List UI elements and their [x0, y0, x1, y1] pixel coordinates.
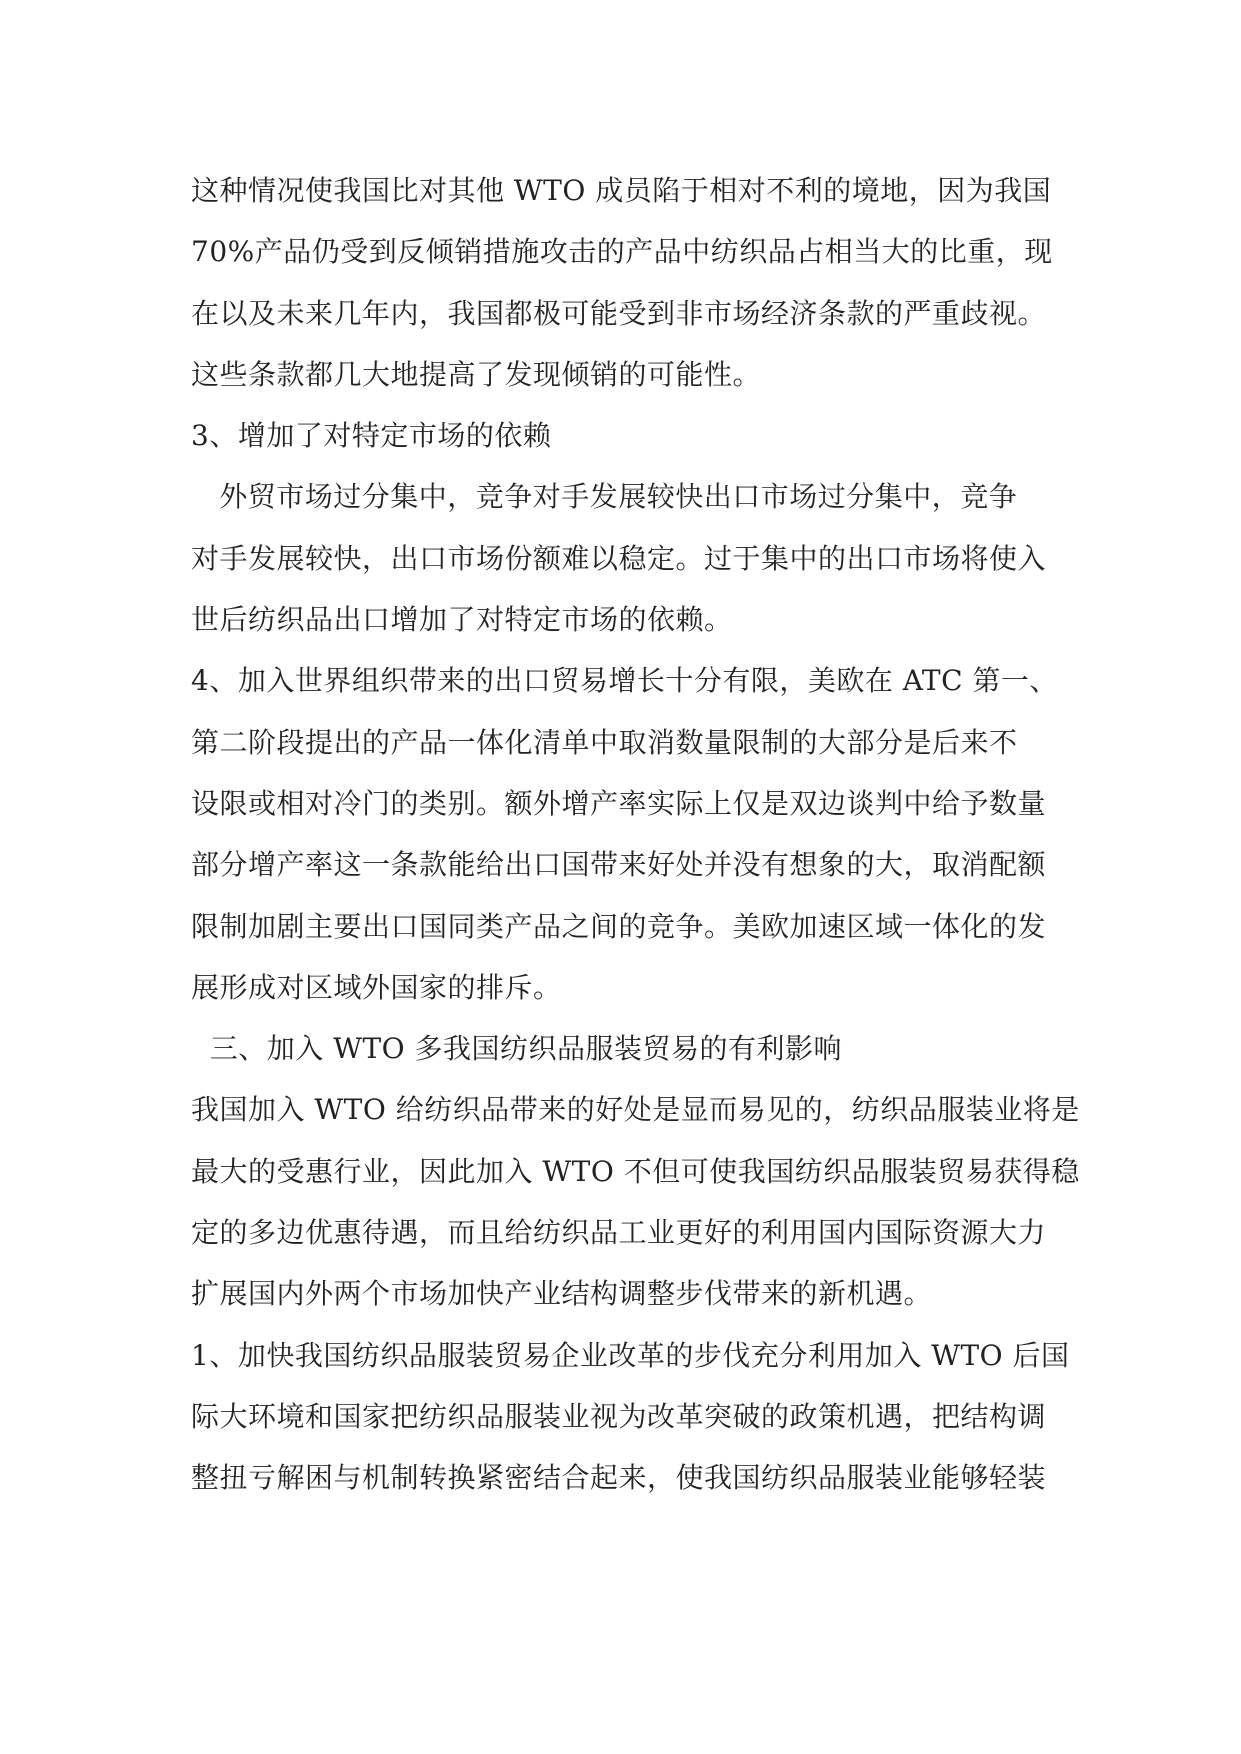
- text-line: 际大环境和国家把纺织品服装业视为改革突破的政策机遇，把结构调: [191, 1399, 1047, 1433]
- section-heading: 3、增加了对特定市场的依赖: [191, 419, 552, 453]
- text-line: 70%产品仍受到反倾销措施攻击的产品中纺织品占相当大的比重，现: [191, 235, 1053, 269]
- text-line: 第二阶段提出的产品一体化清单中取消数量限制的大部分是后来不: [191, 725, 1018, 759]
- section-heading: 三、加入 WTO 多我国纺织品服装贸易的有利影响: [191, 1032, 843, 1066]
- text-line: 最大的受惠行业，因此加入 WTO 不但可使我国纺织品服装贸易获得稳: [191, 1154, 1080, 1188]
- text-line: 展形成对区域外国家的排斥。: [191, 970, 562, 1004]
- text-line: 限制加剧主要出口国同类产品之间的竞争。美欧加速区域一体化的发: [191, 909, 1047, 943]
- text-line: 设限或相对冷门的类别。额外增产率实际上仅是双边谈判中给予数量: [191, 786, 1047, 820]
- text-line: 我国加入 WTO 给纺织品带来的好处是显而易见的，纺织品服装业将是: [191, 1093, 1080, 1127]
- text-line: 外贸市场过分集中，竞争对手发展较快出口市场过分集中，竞争: [191, 480, 1018, 514]
- text-line: 对手发展较快，出口市场份额难以稳定。过于集中的出口市场将使入: [191, 541, 1047, 575]
- text-line: 定的多边优惠待遇，而且给纺织品工业更好的利用国内国际资源大力: [191, 1216, 1047, 1250]
- text-line: 这种情况使我国比对其他 WTO 成员陷于相对不利的境地，因为我国: [191, 174, 1052, 207]
- text-line: 1、加快我国纺织品服装贸易企业改革的步伐充分利用加入 WTO 后国: [191, 1338, 1070, 1372]
- document-body: [191, 160, 1080, 1509]
- text-line: 世后纺织品出口增加了对特定市场的依赖。: [191, 603, 733, 637]
- text-line: 部分增产率这一条款能给出口国带来好处并没有想象的大，取消配额: [191, 848, 1047, 882]
- text-line: 扩展国内外两个市场加快产业结构调整步伐带来的新机遇。: [191, 1277, 933, 1311]
- text-line: 4、加入世界组织带来的出口贸易增长十分有限，美欧在 ATC 第一、: [191, 664, 1058, 698]
- text-line: 这些条款都几大地提高了发现倾销的可能性。: [191, 357, 762, 391]
- text-line: 整扭亏解困与机制转换紧密结合起来，使我国纺织品服装业能够轻装: [191, 1461, 1047, 1495]
- text-line: 在以及未来几年内，我国都极可能受到非市场经济条款的严重歧视。: [191, 296, 1047, 330]
